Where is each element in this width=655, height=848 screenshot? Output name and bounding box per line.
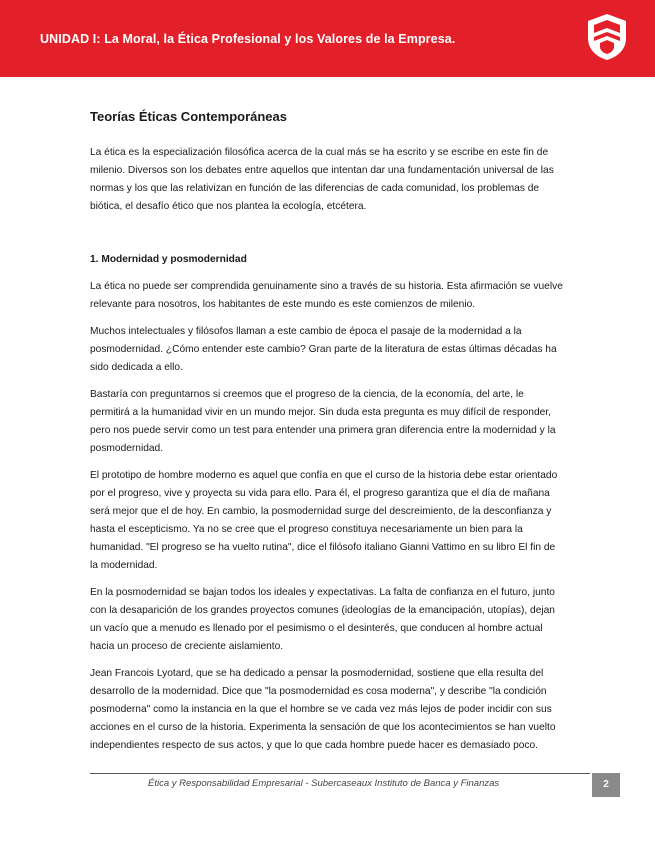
- intro-paragraph: La ética es la especialización filosófica acerca de la cual más se ha escrito y se escribe en este fin de milenio. Diversos son los debates entre aquellos que intentan dar una fundamentación universal de las normas y los que las relativizan en función de las diferencias de cada comunidad, los problemas de biótica, el desafío ético que nos plantea la ecología, etcétera.: [90, 147, 554, 212]
- paragraph: Muchos intelectuales y filósofos llaman a este cambio de época el pasaje de la modernidad a la posmodernidad. ¿Cómo entender este cambio? Gran parte de la literatura de estas últimas décadas ha sido dedicada a ello.: [90, 326, 557, 373]
- page-header: [0, 0, 655, 77]
- paragraph: El prototipo de hombre moderno es aquel que confía en que el curso de la historia debe estar orientado por el progreso, vive y proyecta su vida para ello. Para él, el progreso garantiza que el día de mañana será mejor que el de hoy. En cambio, la posmodernidad surge del descreimiento, de la desconfianza y hasta el escepticismo. Ya no se cree que el progreso constituya necesariamente un bien para la humanidad. "El progreso se ha vuelto rutina", dice el filósofo italiano Gianni Vattimo en su libro El fin de la modernidad.: [90, 470, 558, 571]
- footer-divider: [90, 773, 590, 774]
- header-title: UNIDAD I: La Moral, la Ética Profesional y los Valores de la Empresa.: [40, 32, 456, 46]
- paragraph: La ética no puede ser comprendida genuinamente sino a través de su historia. Esta afirmación se vuelve relevante para nosotros, los habitantes de este mundo es este comienzos de milenio.: [90, 281, 563, 310]
- footer-text: Ética y Responsabilidad Empresarial - Subercaseaux Instituto de Banca y Finanzas: [148, 778, 500, 789]
- section-heading: 1. Modernidad y posmodernidad: [90, 254, 247, 265]
- university-shield-logo-icon: [584, 12, 630, 62]
- paragraph: En la posmodernidad se bajan todos los ideales y expectativas. La falta de confianza en el futuro, junto con la desaparición de los grandes proyectos comunes (ideologías de la emancipación, utopías), dejan un vacío que a menudo es llenado por el pesimismo o el desinterés, que conducen al hombre actual hacia un proceso de creciente aislamiento.: [90, 587, 555, 652]
- paragraph: Bastaría con preguntarnos si creemos que el progreso de la ciencia, de la economía, del arte, le permitirá a la humanidad vivir en un mundo mejor. Sin duda esta pregunta es muy difícil de responder, pero nos puede servir como un test para entender una primera gran diferencia entre la modernidad y la posmodernidad.: [90, 389, 556, 454]
- page-title: Teorías Éticas Contemporáneas: [90, 109, 287, 124]
- document-body: [90, 108, 564, 764]
- page-number: 2: [592, 773, 620, 797]
- paragraph: Jean Francois Lyotard, que se ha dedicado a pensar la posmodernidad, sostiene que ella resulta del desarrollo de la modernidad. Dice que "la posmodernidad es cosa moderna", y describe "la condición posmoderna" como la instancia en la que el hombre se ve cada vez más lejos de poder incidir con sus acciones en el curso de la historia. Experimenta la sensación de que los acontecimientos se han vuelto independientes respecto de sus actos, y que lo que cada hombre puede hacer es demasiado poco.: [90, 668, 556, 751]
